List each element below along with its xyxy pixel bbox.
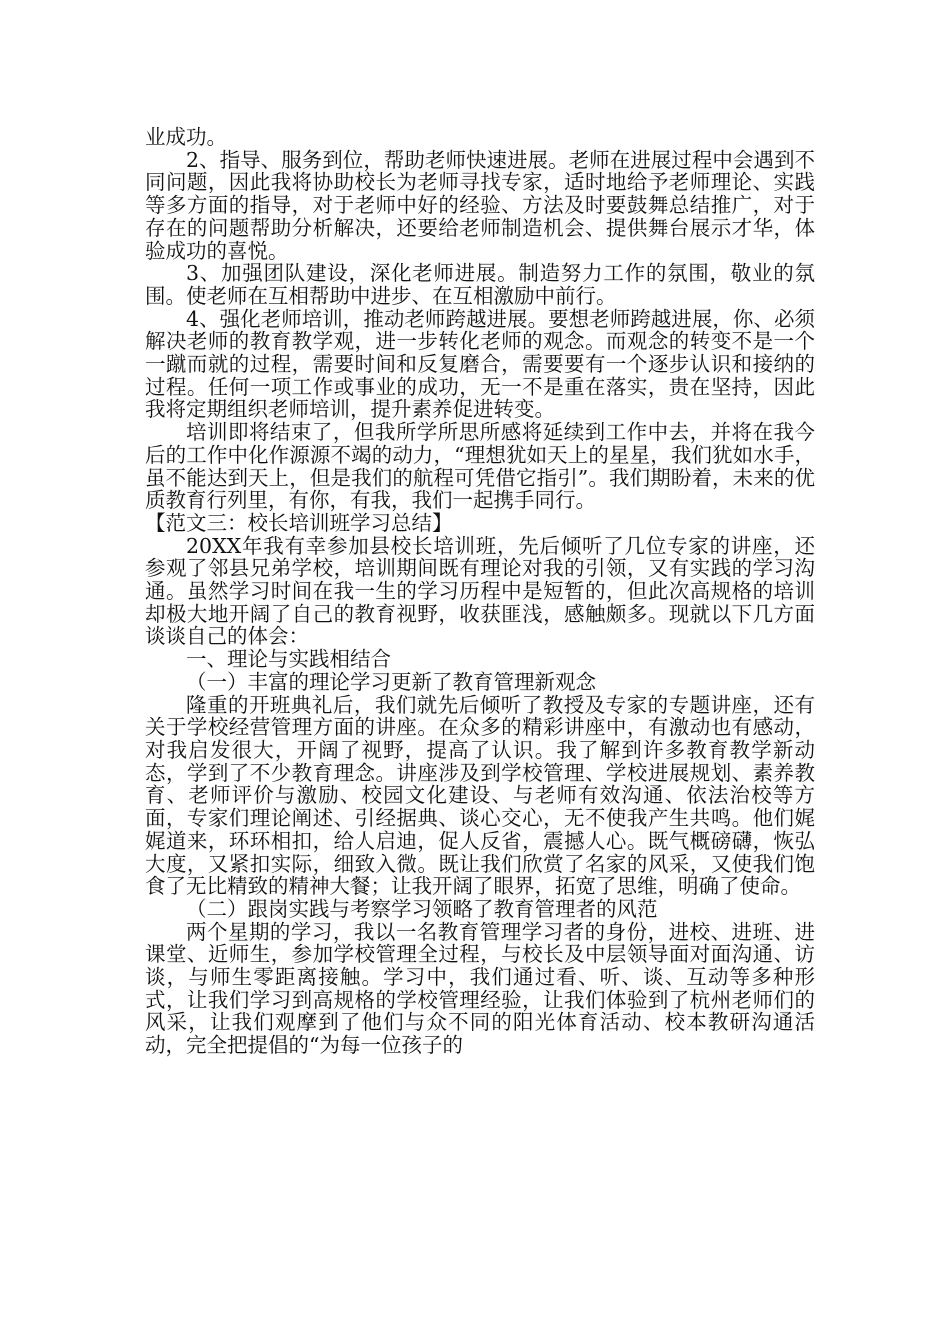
paragraph-point-2: 2、指导、服务到位，帮助老师快速进展。老师在进展过程中会遇到不同问题，因此我将协助校长为老师寻找专家，适时地给予老师理论、实践等多方面的指导，对于老师中好的经验、方法及时要鼓舞总结推广，对于存在的问题帮助分析解决，还要给老师制造机会、提供舞台展示才华，体验成功的喜悦。 — [145, 147, 815, 263]
paragraph-point-3: 3、加强团队建设，深化老师进展。制造努力工作的氛围，敬业的氛围。使老师在互相帮助中进步、在互相激励中前行。 — [145, 261, 815, 308]
paragraph-closing: 培训即将结束了，但我所学所思所感将延续到工作中去，并将在我今后的工作中化作源源不竭的动力，“理想犹如天上的星星，我们犹如水手，虽不能达到天上，但是我们的航程可凭借它指引”。我们期盼着，未来的优质教育行列里，有你，有我，我们一起携手同行。 — [145, 420, 815, 513]
subheading-theory-study: （一）丰富的理论学习更新了教育管理新观念 — [186, 669, 596, 694]
paragraph-lectures: 隆重的开班典礼后，我们就先后倾听了教授及专家的专题讲座，还有关于学校经营管理方面的讲座。在众多的精彩讲座中，有激动也有感动，对我启发很大，开阔了视野，提高了认识。我了解到许多教育教学新动态，学到了不少教育理念。讲座涉及到学校管理、学校进展规划、素养教育、老师评价与激励、校园文化建设、与老师有效沟通、依法治校等方面，专家们理论阐述、引经据典、谈心交心，无不使我产生共鸣。他们娓娓道来，环环相扣，给人启迪，促人反省，震撼人心。既气概磅礴，恢弘大度，又紧扣实际，细致入微。既让我们欣赏了名家的风采，又使我们饱食了无比精致的精神大餐；让我开阔了眼界，拓宽了思维，明确了使命。 — [145, 692, 815, 899]
paragraph-intro: 20XX年我有幸参加县校长培训班，先后倾听了几位专家的讲座，还参观了邻县兄弟学校，培训期间既有理论对我的引领，又有实践的学习沟通。虽然学习时间在我一生的学习历程中是短暂的，但此次高规格的培训却极大地开阔了自己的教育视野，收获匪浅，感触颇多。现就以下几方面谈谈自己的体会： — [145, 533, 815, 649]
paragraph-continuation: 业成功。 — [145, 125, 227, 149]
paragraph-point-4: 4、强化老师培训，推动老师跨越进展。要想老师跨越进展，你、必须解决老师的教育教学观，进一步转化老师的观念。而观念的转变不是一个一蹴而就的过程，需要时间和反复磨合，需要要有一个逐步认识和接纳的过程。任何一项工作或事业的成功，无一不是重在落实，贵在坚持，因此我将定期组织老师培训，提升素养促进转变。 — [145, 306, 815, 422]
document-page — [145, 126, 815, 1057]
subheading-theory-practice: 一、理论与实践相结合 — [186, 647, 391, 672]
paragraph-two-weeks: 两个星期的学习，我以一名教育管理学习者的身份，进校、进班、进课堂、近师生，参加学校管理全过程，与校长及中层领导面对面沟通、访谈，与师生零距离接触。学习中，我们通过看、听、谈、互动等多种形式，让我们学习到高规格的学校管理经验，让我们体验到了杭州老师们的风采，让我们观摩到了他们与众不同的阳光体育活动、校本教研沟通活动，完全把提倡的“为每一位孩子的 — [145, 919, 815, 1058]
section-heading-sample-3: 【范文三：校长培训班学习总结】 — [145, 510, 453, 535]
subheading-practice-study: （二）跟岗实践与考察学习领略了教育管理者的风范 — [186, 896, 658, 921]
